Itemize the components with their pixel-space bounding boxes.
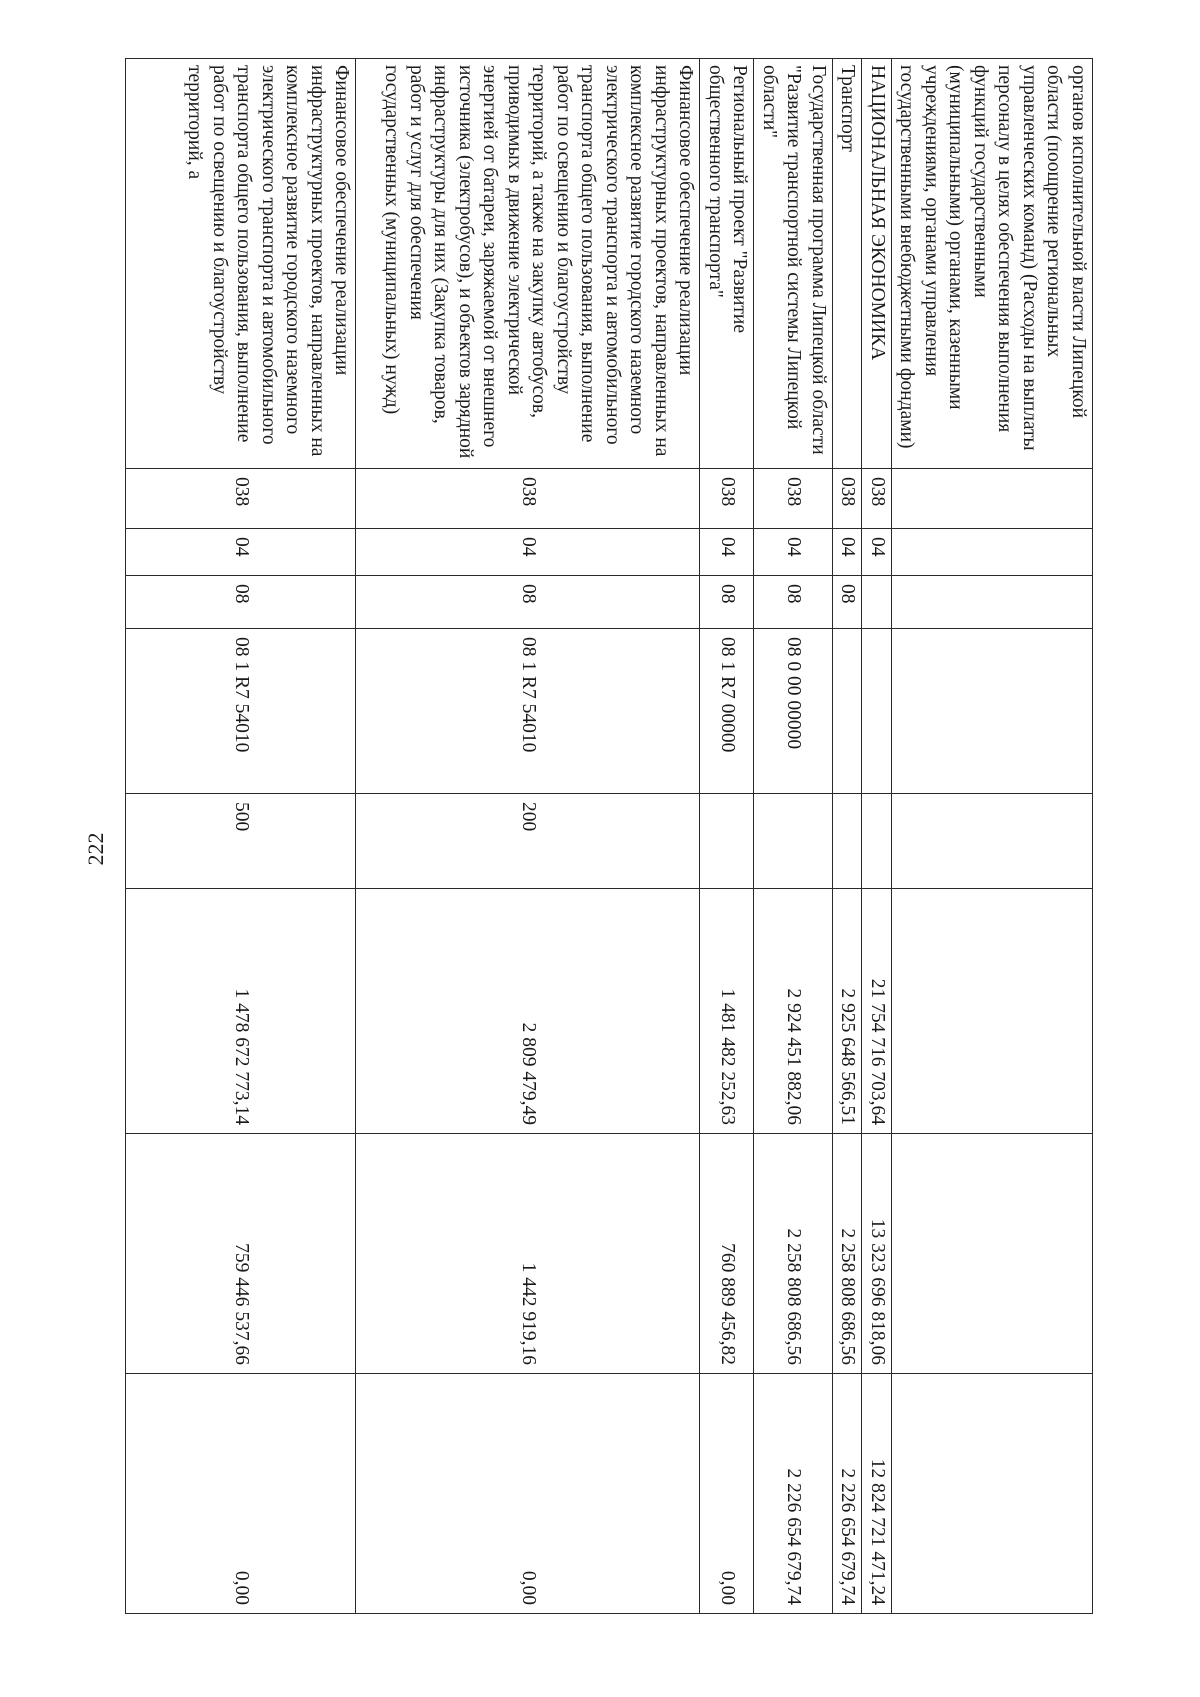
- row-name: НАЦИОНАЛЬНАЯ ЭКОНОМИКА: [862, 59, 892, 469]
- sum-year-2: 2 258 808 686,56: [833, 1134, 863, 1374]
- table-row: [126, 59, 356, 1614]
- target-code: 08 1 R7 54010: [356, 629, 700, 794]
- section-code: [892, 529, 1093, 576]
- expense-type-code: [833, 794, 863, 889]
- budget-table-sheet: [133, 58, 1093, 1613]
- sum-year-1: 1 481 482 252,63: [700, 889, 754, 1134]
- target-code: [833, 629, 863, 794]
- target-code: [892, 629, 1093, 794]
- section-code: 04: [862, 529, 892, 576]
- sum-year-2: 2 258 808 686,56: [754, 1134, 833, 1374]
- expense-type-code: [892, 794, 1093, 889]
- subsection-code: 08: [700, 576, 754, 629]
- row-name: Финансовое обеспечение реализации инфраструктурных проектов, направленных на комплексное развитие городского наземного электрического транспорта и автомобильного транспорта общего пользования, выполнение работ по освещению и благоустройству территорий, а: [126, 59, 356, 469]
- expense-type-code: 500: [126, 794, 356, 889]
- sum-year-3: 0,00: [126, 1374, 356, 1614]
- expense-type-code: 200: [356, 794, 700, 889]
- sum-year-1: [892, 889, 1093, 1134]
- expense-type-code: [700, 794, 754, 889]
- subsection-code: 08: [754, 576, 833, 629]
- sum-year-3: 0,00: [356, 1374, 700, 1614]
- budget-table: [126, 58, 1094, 1614]
- sum-year-3: 12 824 721 471,24: [862, 1374, 892, 1614]
- section-code: 04: [754, 529, 833, 576]
- expense-type-code: [862, 794, 892, 889]
- sum-year-2: 759 446 537,66: [126, 1134, 356, 1374]
- section-code: 04: [126, 529, 356, 576]
- sum-year-2: 13 323 696 818,06: [862, 1134, 892, 1374]
- target-code: 08 1 R7 54010: [126, 629, 356, 794]
- target-code: [862, 629, 892, 794]
- table-row: [833, 59, 863, 1614]
- row-name: Транспорт: [833, 59, 863, 469]
- sum-year-2: 1 442 919,16: [356, 1134, 700, 1374]
- expense-type-code: [754, 794, 833, 889]
- page-number: 222: [83, 832, 108, 866]
- section-code: 04: [833, 529, 863, 576]
- subsection-code: 08: [126, 576, 356, 629]
- table-row: [700, 59, 754, 1614]
- ministry-code: 038: [862, 469, 892, 529]
- table-row: [862, 59, 892, 1614]
- ministry-code: 038: [754, 469, 833, 529]
- table-row: [892, 59, 1093, 1614]
- target-code: 08 0 00 00000: [754, 629, 833, 794]
- section-code: 04: [700, 529, 754, 576]
- sum-year-2: [892, 1134, 1093, 1374]
- row-name: Государственная программа Липецкой области "Развитие транспортной системы Липецкой области": [754, 59, 833, 469]
- subsection-code: [892, 576, 1093, 629]
- sum-year-3: [892, 1374, 1093, 1614]
- sum-year-3: 0,00: [700, 1374, 754, 1614]
- ministry-code: 038: [126, 469, 356, 529]
- table-row: [754, 59, 833, 1614]
- sum-year-3: 2 226 654 679,74: [754, 1374, 833, 1614]
- subsection-code: [862, 576, 892, 629]
- sum-year-1: 2 925 648 566,51: [833, 889, 863, 1134]
- subsection-code: 08: [356, 576, 700, 629]
- ministry-code: 038: [833, 469, 863, 529]
- sum-year-1: 1 478 672 773,14: [126, 889, 356, 1134]
- sum-year-1: 2 809 479,49: [356, 889, 700, 1134]
- table-row: [356, 59, 700, 1614]
- row-name: органов исполнительной власти Липецкой области (поощрение региональных управленческих команд) (Расходы на выплаты персоналу в целях обеспечения выполнения функций государственными (муниципальными) органами, казенными учреждениями, органами управления государственными внебюджетными фондами): [892, 59, 1093, 469]
- sum-year-1: 21 754 716 703,64: [862, 889, 892, 1134]
- sum-year-3: 2 226 654 679,74: [833, 1374, 863, 1614]
- sum-year-2: 760 889 456,82: [700, 1134, 754, 1374]
- subsection-code: 08: [833, 576, 863, 629]
- row-name: Финансовое обеспечение реализации инфраструктурных проектов, направленных на комплексное развитие городского наземного электрического транспорта и автомобильного транспорта общего пользования, выполнение работ по освещению и благоустройству территорий, а также на закупку автобусов, приводимых в движение электрической энергией от батареи, заряжаемой от внешнего источника (электробусов), и объектов зарядной инфраструктуры для них (Закупка товаров, работ и услуг для обеспечения государственных (муниципальных) нужд): [356, 59, 700, 469]
- target-code: 08 1 R7 00000: [700, 629, 754, 794]
- section-code: 04: [356, 529, 700, 576]
- ministry-code: 038: [700, 469, 754, 529]
- ministry-code: [892, 469, 1093, 529]
- ministry-code: 038: [356, 469, 700, 529]
- sum-year-1: 2 924 451 882,06: [754, 889, 833, 1134]
- row-name: Региональный проект "Развитие общественного транспорта": [700, 59, 754, 469]
